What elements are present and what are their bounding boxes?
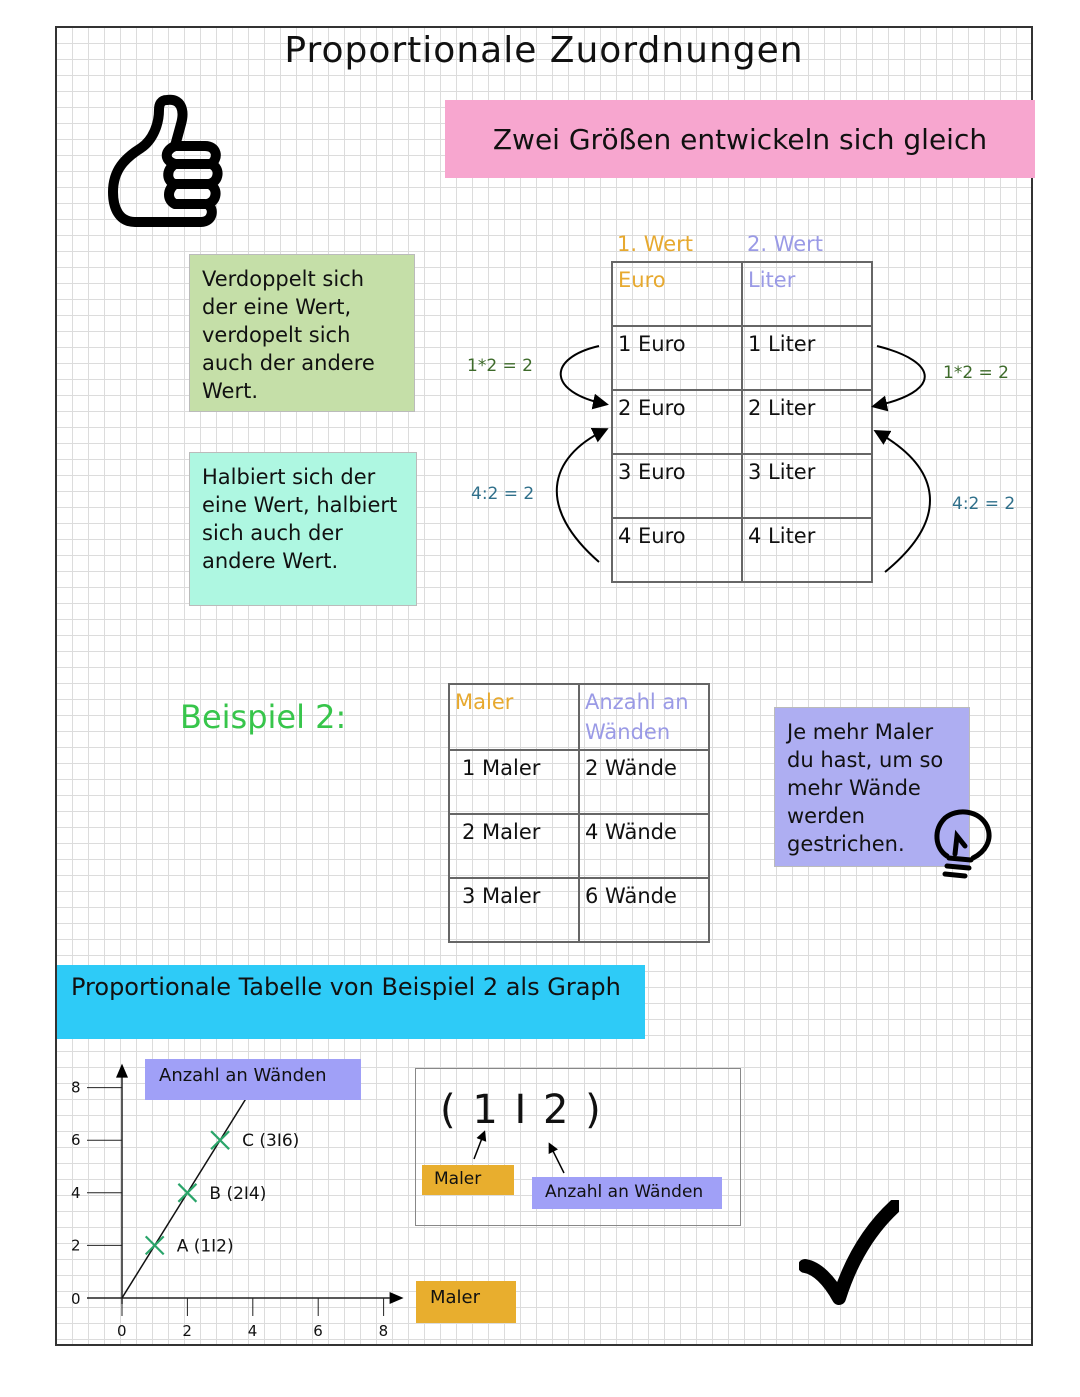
table2-header-waende: Anzahl an Wänden — [579, 684, 709, 750]
table2-cell: 2 Maler — [449, 814, 579, 878]
checkmark-icon — [799, 1200, 899, 1306]
table1-cell: 3 Liter — [742, 454, 872, 518]
note-double: Verdoppelt sich der eine Wert, verdopelt sich auch der andere Wert. — [189, 254, 415, 412]
x-tick-label: 8 — [378, 1322, 389, 1340]
y-tick-label: 0 — [71, 1290, 81, 1308]
y-tick-label: 2 — [71, 1236, 81, 1255]
right-multiply-label: 1*2 = 2 — [943, 363, 1009, 383]
table2-header-maler: Maler — [449, 684, 579, 750]
table1-cell: 4 Euro — [612, 518, 742, 582]
coordinate-example-box — [415, 1068, 741, 1226]
banner: Zwei Größen entwickeln sich gleich — [445, 100, 1035, 178]
table2-cell: 6 Wände — [579, 878, 709, 942]
x-tick-label: 2 — [182, 1322, 192, 1340]
table2-cell: 3 Maler — [449, 878, 579, 942]
left-multiply-label: 1*2 = 2 — [467, 356, 533, 376]
coordinate-notation: ( 1 I 2 ) — [440, 1087, 603, 1133]
page-title: Proportionale Zuordnungen — [284, 30, 804, 71]
table1-cell: 2 Euro — [612, 390, 742, 454]
col1-caption: 1. Wert — [617, 232, 694, 256]
table1-cell: 2 Liter — [742, 390, 872, 454]
note-more: Je mehr Maler du hast, um so mehr Wände werden gestrichen. — [774, 707, 970, 867]
worksheet — [55, 26, 1033, 1346]
y-tick-label: 4 — [71, 1183, 81, 1202]
table1-header-liter: Liter — [742, 262, 872, 326]
x-tick-label: 4 — [247, 1322, 258, 1340]
arrow-multiply-left — [561, 346, 605, 404]
thumbs-up-icon — [105, 88, 225, 233]
point-label: A (1I2) — [176, 1236, 234, 1257]
y-axis-label: Anzahl an Wänden — [145, 1059, 361, 1100]
x-axis-arrow-icon — [390, 1292, 404, 1304]
proportional-graph — [57, 1058, 407, 1348]
example-label: Beispiel 2: — [180, 698, 347, 736]
note-half: Halbiert sich der eine Wert, halbiert sich auch der andere Wert. — [189, 452, 417, 606]
point-label: C (3I6) — [242, 1131, 300, 1152]
table1-cell: 1 Euro — [612, 326, 742, 390]
arrow-multiply-right — [875, 346, 925, 406]
table1-header-euro: Euro — [612, 262, 742, 326]
table1-cell: 3 Euro — [612, 454, 742, 518]
table2-cell: 2 Wände — [579, 750, 709, 814]
graph-banner: Proportionale Tabelle von Beispiel 2 als Graph — [57, 965, 645, 1039]
col2-caption: 2. Wert — [747, 232, 824, 256]
table1-cell: 1 Liter — [742, 326, 872, 390]
arrow-divide-left — [557, 430, 605, 562]
left-arrows — [527, 328, 617, 588]
x-axis-label: Maler — [416, 1281, 516, 1323]
point-label: B (2I4) — [209, 1183, 267, 1204]
lightbulb-icon — [929, 806, 995, 884]
maler-table — [448, 683, 710, 943]
arrow-divide-right — [877, 432, 930, 572]
coordinate-y-tag: Anzahl an Wänden — [532, 1177, 722, 1209]
table2-cell: 4 Wände — [579, 814, 709, 878]
table1-cell: 4 Liter — [742, 518, 872, 582]
coordinate-x-tag: Maler — [422, 1165, 514, 1195]
left-divide-label: 4:2 = 2 — [471, 484, 535, 504]
right-divide-label: 4:2 = 2 — [952, 494, 1016, 514]
y-tick-label: 8 — [71, 1078, 81, 1097]
euro-liter-table — [611, 261, 873, 583]
y-tick-label: 6 — [71, 1131, 81, 1150]
x-tick-label: 6 — [313, 1322, 323, 1340]
x-tick-label: 0 — [117, 1322, 127, 1340]
table2-cell: 1 Maler — [449, 750, 579, 814]
y-axis-arrow-icon — [116, 1064, 128, 1078]
